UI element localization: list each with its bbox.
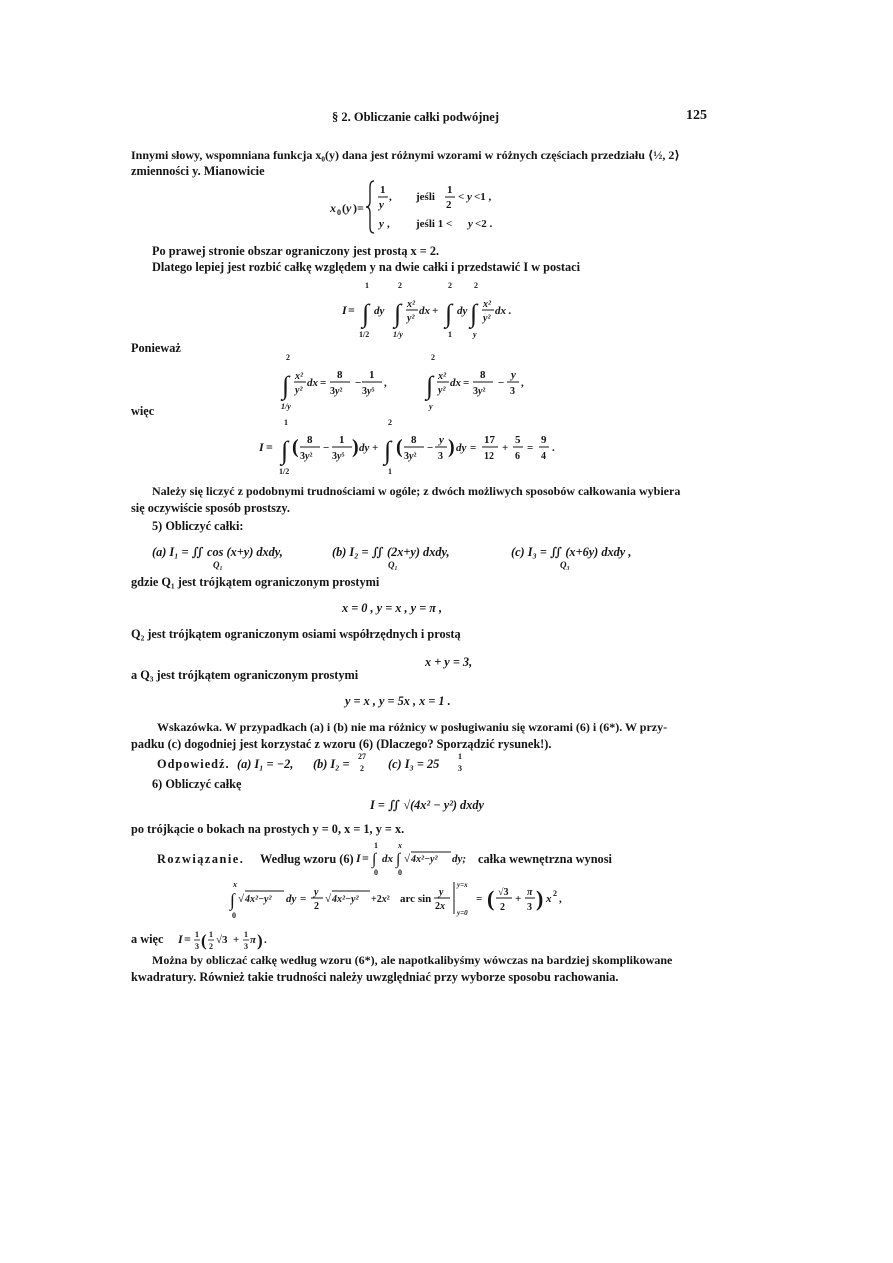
paragraph-line: a Q₃ jest trójkątem ograniczonym prostymi	[131, 668, 359, 682]
svg-text:1/2: 1/2	[279, 467, 290, 476]
svg-text:π: π	[527, 887, 533, 898]
solution-integral-svg	[356, 840, 476, 876]
paragraph-line: gdzie Q₁ jest trójkątem ograniczonym prostymi	[131, 575, 380, 589]
region-q2-label: Q₁	[388, 560, 398, 570]
paragraph-line: zmienności y. Mianowicie	[131, 164, 265, 178]
svg-text:2: 2	[398, 281, 402, 290]
svg-text:): )	[448, 436, 455, 458]
svg-text:=: =	[300, 893, 307, 905]
result-integral-formula	[259, 417, 609, 482]
svg-text:8: 8	[411, 434, 417, 446]
svg-text:1: 1	[284, 418, 288, 427]
svg-text:y²: y²	[407, 313, 415, 324]
exercise-heading: 6) Obliczyć całkę	[152, 777, 242, 791]
equation-line: y = x , y = 5x , x = 1 .	[345, 694, 451, 708]
svg-text:2: 2	[553, 889, 557, 898]
svg-text:2: 2	[500, 902, 505, 913]
svg-text:.: .	[264, 934, 267, 946]
svg-text:y=0: y=0	[457, 909, 468, 917]
svg-text:x: x	[546, 893, 552, 905]
svg-text:y²: y²	[438, 385, 446, 396]
svg-text:x²: x²	[438, 371, 446, 382]
svg-text:5: 5	[515, 434, 521, 446]
svg-text:−: −	[498, 377, 505, 389]
svg-text:3y⁵: 3y⁵	[362, 386, 375, 397]
svg-text:∫: ∫	[396, 851, 401, 868]
svg-text:(: (	[201, 931, 207, 950]
svg-text:): )	[352, 436, 359, 458]
svg-text:(: (	[487, 886, 495, 911]
svg-text:1: 1	[209, 930, 213, 939]
svg-text:∫: ∫	[362, 299, 370, 328]
svg-text:√3: √3	[216, 934, 228, 946]
svg-text:=: =	[320, 377, 327, 389]
svg-text:2: 2	[474, 281, 478, 290]
svg-text:1/y: 1/y	[393, 330, 403, 339]
inner-evaluation-formula	[228, 874, 648, 929]
svg-text:12: 12	[484, 451, 494, 462]
svg-text:1: 1	[380, 184, 386, 196]
svg-text:3y²: 3y²	[404, 451, 417, 462]
region-q1-label: Q₁	[213, 560, 223, 570]
svg-text:4: 4	[541, 451, 546, 462]
inner-evaluation-svg	[228, 874, 648, 924]
exercise-heading: 5) Obliczyć całki:	[152, 519, 244, 533]
svg-text:<2 .: <2 .	[475, 218, 493, 230]
svg-text:4x²−y²: 4x²−y²	[332, 894, 359, 905]
svg-text:0: 0	[337, 208, 341, 217]
hint-line: Wskazówka. W przypadkach (a) i (b) nie ma różnicy w posługiwaniu się wzorami (6) i (6*). W przy-	[157, 720, 668, 734]
svg-text:.: .	[552, 442, 555, 454]
answer-label: Odpowiedź.	[157, 757, 230, 771]
svg-text:0: 0	[374, 868, 378, 876]
svg-text:1: 1	[244, 930, 248, 939]
svg-text:x²: x²	[407, 299, 415, 310]
svg-text:=: =	[266, 440, 273, 454]
svg-text:+: +	[233, 934, 240, 946]
svg-text:y: y	[467, 191, 472, 203]
svg-text:9: 9	[541, 434, 547, 446]
svg-text:2: 2	[286, 353, 290, 362]
svg-text:1: 1	[365, 281, 369, 290]
svg-text:3: 3	[244, 942, 248, 951]
paragraph-line: Można by obliczać całkę według wzoru (6*), ale napotkalibyśmy wówczas na bardziej skomplikowane	[152, 953, 673, 967]
svg-text:−: −	[323, 442, 330, 454]
svg-text:17: 17	[484, 434, 495, 446]
svg-text:=: =	[184, 932, 191, 946]
svg-text:=: =	[476, 893, 483, 905]
svg-text:y²: y²	[483, 313, 491, 324]
svg-text:dy: dy	[456, 442, 467, 454]
svg-text:3y⁵: 3y⁵	[332, 451, 345, 462]
svg-text:I: I	[342, 303, 347, 317]
paragraph-line: Innymi słowy, wspomniana funkcja x₀(y) dana jest różnymi wzorami w różnych częściach przedziału ⟨½, 2⟩	[131, 148, 680, 162]
page-number: 125	[686, 108, 707, 123]
svg-text:3y²: 3y²	[473, 386, 486, 397]
svg-text:y=x: y=x	[457, 881, 468, 889]
svg-text:3y²: 3y²	[330, 386, 343, 397]
equation-line: x = 0 , y = x , y = π ,	[342, 601, 443, 615]
svg-text:3: 3	[195, 942, 199, 951]
svg-text:+: +	[502, 442, 509, 454]
hint-line: padku (c) dogodniej jest korzystać z wzoru (6) (Dlaczego? Sporządzić rysunek!).	[131, 737, 552, 751]
paragraph-line: Dlatego lepiej jest rozbić całkę względem y na dwie całki i przedstawić I w postaci	[152, 260, 581, 274]
svg-text:√: √	[325, 893, 332, 905]
svg-text:1: 1	[339, 434, 345, 446]
svg-text:∫: ∫	[445, 299, 453, 328]
svg-text:y²: y²	[295, 385, 303, 396]
split-integral-svg	[342, 280, 542, 340]
answer-b: (b) I₂ =	[313, 757, 350, 771]
svg-text:jeśli 1 <: jeśli 1 <	[416, 218, 453, 230]
svg-text:∫: ∫	[230, 890, 235, 910]
svg-text:1: 1	[195, 930, 199, 939]
svg-text:8: 8	[307, 434, 313, 446]
svg-text:<: <	[458, 191, 465, 203]
svg-text:x: x	[398, 841, 402, 850]
svg-text:2: 2	[314, 901, 319, 912]
svg-text:I: I	[178, 932, 183, 946]
svg-text:2: 2	[388, 418, 392, 427]
svg-text:dx: dx	[307, 377, 318, 389]
svg-text:=: =	[348, 303, 355, 317]
svg-text:1/2: 1/2	[359, 330, 370, 339]
integral-ex6: I = ∬ √(4x² − y²) dxdy	[370, 798, 484, 812]
svg-text:,: ,	[521, 377, 524, 389]
paragraph-line: się oczywiście sposób prostszy.	[131, 501, 290, 515]
svg-text:2: 2	[431, 353, 435, 362]
paragraph-line: Ponieważ	[131, 341, 181, 355]
svg-text:dx: dx	[419, 305, 430, 317]
integral-a: (a) I₁ = ∬ cos (x+y) dxdy,	[152, 545, 283, 559]
svg-text:6: 6	[515, 451, 520, 462]
svg-text:y: y	[511, 369, 516, 381]
svg-text:): )	[536, 886, 544, 911]
svg-text:y: y	[379, 218, 384, 230]
svg-text:1: 1	[388, 467, 392, 476]
region-q3-label: Q₃	[560, 560, 570, 570]
integral-b: (b) I₂ = ∬ (2x+y) dxdy,	[332, 545, 450, 559]
svg-text:+: +	[515, 893, 522, 905]
svg-text:1: 1	[374, 841, 378, 850]
svg-text:,: ,	[559, 893, 562, 905]
svg-text:dy: dy	[286, 893, 297, 905]
svg-text:<1 ,: <1 ,	[474, 191, 492, 203]
svg-text:3: 3	[510, 386, 515, 397]
svg-text:−: −	[355, 377, 362, 389]
svg-text:∫: ∫	[426, 371, 434, 400]
svg-text:I: I	[356, 851, 361, 865]
split-integral-formula	[342, 280, 542, 345]
svg-text:=: =	[470, 442, 477, 454]
svg-text:2: 2	[448, 281, 452, 290]
svg-text:dx .: dx .	[495, 305, 512, 317]
inner-integrals-formula	[280, 352, 610, 417]
svg-text:+: +	[372, 442, 379, 454]
svg-text:1/y: 1/y	[281, 402, 291, 411]
answer-a: (a) I₁ = −2,	[237, 757, 294, 771]
svg-text:∫: ∫	[281, 436, 289, 465]
svg-text:∫: ∫	[394, 299, 402, 328]
svg-text:∫: ∫	[470, 299, 478, 328]
final-result-svg	[178, 922, 298, 956]
svg-text:0: 0	[398, 868, 402, 876]
svg-text:arc sin: arc sin	[400, 893, 432, 905]
svg-text:∫: ∫	[372, 851, 377, 868]
svg-text:dy: dy	[359, 442, 370, 454]
svg-text:=: =	[527, 442, 534, 454]
svg-text:π: π	[250, 934, 257, 946]
solution-text: Według wzoru (6)	[260, 852, 354, 866]
svg-text:x²: x²	[295, 371, 303, 382]
paragraph-line: Q₂ jest trójkątem ograniczonym osiami współrzędnych i prostą	[131, 627, 461, 641]
answer-c: (c) I₃ = 25	[388, 757, 440, 771]
svg-text:,: ,	[387, 218, 390, 230]
svg-text:0: 0	[232, 911, 236, 920]
svg-text:2x: 2x	[435, 901, 445, 912]
final-result-label: a więc	[131, 932, 164, 946]
answer-b-den: 2	[360, 764, 364, 773]
svg-text:,: ,	[384, 377, 387, 389]
svg-text:dy;: dy;	[452, 853, 467, 865]
piecewise-svg	[330, 177, 520, 237]
svg-text:=: =	[463, 377, 470, 389]
svg-text:I: I	[259, 440, 264, 454]
svg-text:√: √	[238, 893, 245, 905]
svg-text:(: (	[342, 201, 346, 215]
svg-text:x: x	[330, 201, 336, 215]
svg-text:√: √	[404, 853, 411, 865]
svg-text:): )	[257, 931, 263, 950]
svg-text:8: 8	[480, 369, 486, 381]
svg-text:+: +	[432, 305, 439, 317]
svg-text:y: y	[439, 434, 444, 446]
svg-text:4x²−y²: 4x²−y²	[411, 854, 438, 865]
svg-text:,: ,	[389, 191, 392, 203]
svg-text:jeśli: jeśli	[416, 191, 435, 203]
svg-text:(: (	[292, 436, 299, 458]
answer-b-num: 27	[358, 752, 366, 761]
solution-text-tail: całka wewnętrzna wynosi	[478, 852, 612, 866]
svg-text:∫: ∫	[282, 371, 290, 400]
svg-text:y: y	[314, 887, 319, 898]
solution-label: Rozwiązanie.	[157, 852, 245, 866]
svg-text:√3: √3	[498, 887, 509, 898]
integral-c: (c) I₃ = ∬ (x+6y) dxdy ,	[511, 545, 632, 559]
inner-integrals-svg	[280, 352, 610, 412]
svg-text:−: −	[427, 442, 434, 454]
svg-text:4x²−y²: 4x²−y²	[245, 894, 272, 905]
svg-text:=: =	[362, 851, 369, 865]
svg-text:8: 8	[337, 369, 343, 381]
paragraph-line: kwadratury. Również takie trudności należy uwzględniać przy wyborze sposobu rachowania.	[131, 970, 619, 984]
equation-line: x + y = 3,	[425, 655, 473, 669]
paragraph-line: więc	[131, 404, 155, 418]
svg-text:y: y	[473, 330, 477, 339]
svg-text:1: 1	[369, 369, 375, 381]
paragraph-line: Po prawej stronie obszar ograniczony jest prostą x = 2.	[152, 244, 440, 258]
svg-text:(: (	[396, 436, 403, 458]
svg-text:x²: x²	[483, 299, 491, 310]
svg-text:y: y	[379, 199, 384, 211]
answer-c-den: 3	[458, 764, 462, 773]
piecewise-formula	[330, 177, 510, 233]
svg-text:2: 2	[446, 199, 452, 211]
paragraph-line: Należy się liczyć z podobnymi trudnościami w ogóle; z dwóch możliwych sposobów całkowania wybiera	[152, 484, 681, 498]
svg-text:)=: )=	[353, 201, 364, 215]
svg-text:y: y	[468, 218, 473, 230]
svg-text:y: y	[346, 201, 352, 215]
svg-text:dy: dy	[457, 305, 468, 317]
answer-c-num: 1	[458, 752, 462, 761]
svg-text:2: 2	[209, 942, 213, 951]
svg-text:dx: dx	[382, 853, 393, 865]
svg-text:1: 1	[448, 330, 452, 339]
svg-text:3: 3	[438, 451, 443, 462]
svg-text:dx: dx	[450, 377, 461, 389]
svg-text:3: 3	[527, 902, 532, 913]
svg-text:y: y	[439, 887, 444, 898]
svg-text:y: y	[429, 402, 433, 411]
svg-text:+2x²: +2x²	[371, 894, 390, 905]
svg-text:dy: dy	[374, 305, 385, 317]
svg-text:∫: ∫	[384, 436, 392, 465]
svg-text:x: x	[233, 880, 237, 889]
svg-text:1: 1	[447, 184, 453, 196]
svg-text:3y²: 3y²	[300, 451, 313, 462]
paragraph-line: po trójkącie o bokach na prostych y = 0, x = 1, y = x.	[131, 822, 405, 836]
running-header: § 2. Obliczanie całki podwójnej	[332, 110, 500, 124]
result-integral-svg	[259, 417, 609, 477]
